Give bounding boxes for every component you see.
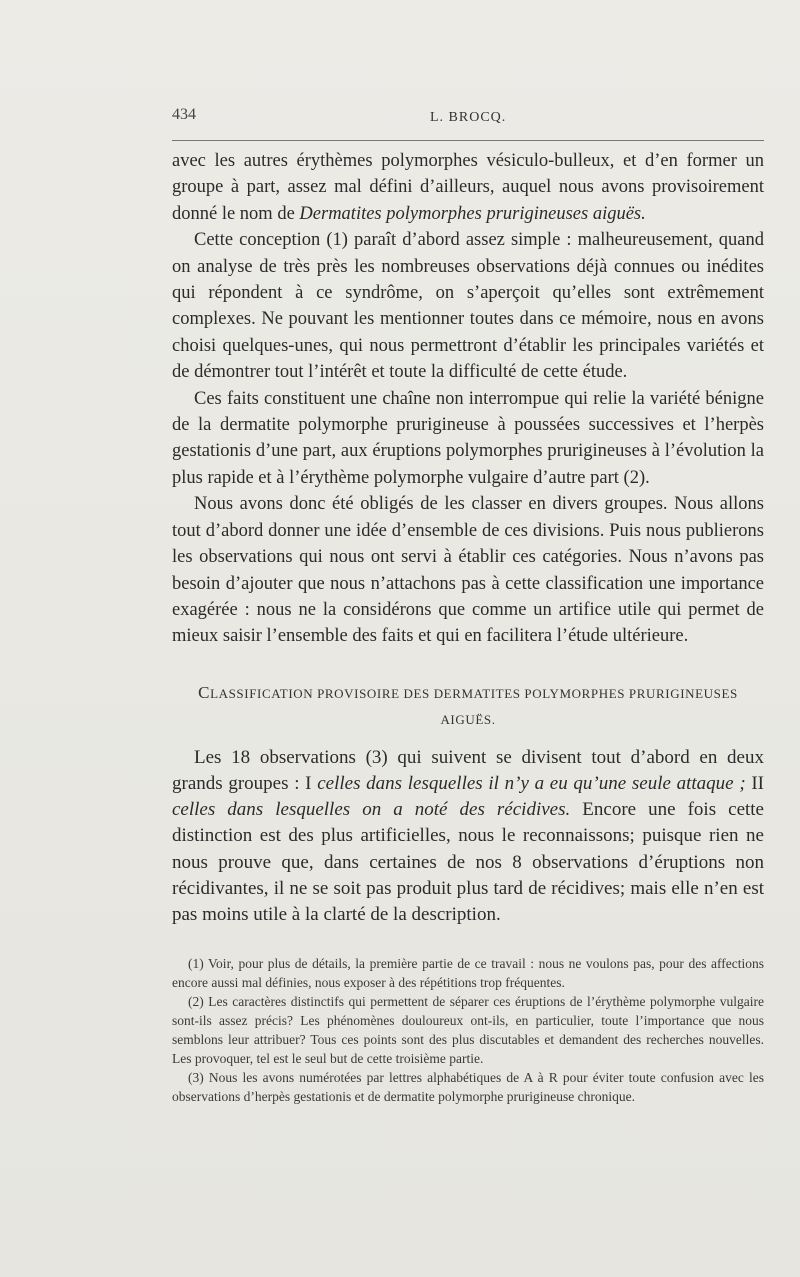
paragraph-5: Les 18 observations (3) qui suivent se divisent tout d’abord en deux grands groupes : I celles dans lesquelles il n’y a eu qu’une seule attaque ; II celles dans lesquelles on a noté des récidives. Encore une fois cette distinction est des plus artificielles, nous le reconnaissons; puisque rien ne nous prouve que, dans certaines de nos 8 observations d’éruptions non récidivantes, il ne se soit pas produit plus tard de récidives; mais elle n’en est pas moins utile à la clarté de la description. [172, 746, 765, 925]
section-title-line2: AIGUËS. [440, 711, 496, 727]
header-rule [172, 140, 764, 141]
paragraph-3: Ces faits constituent une chaîne non interrompue qui relie la variété bénigne de la dermatite polymorphe prurigineuse à poussées successives et l’herpès gestationis d’une part, aux éruptions polymorphes prurigineuses à l’évolution la plus rapide et à l’érythème polymorphe vulgaire d’autre part (2). [172, 388, 764, 488]
paragraph-1: avec les autres érythèmes polymorphes vésiculo-bulleux, et d’en former un groupe à part, assez mal défini d’ailleurs, auquel nous avons provisoirement donné le nom de Dermatites polymorphes prurigineuses aiguës. [172, 151, 764, 224]
italic-group-2: celles dans lesquelles on a noté des récidives. [172, 799, 571, 821]
footnote-3: (3) Nous les avons numérotées par lettres alphabétiques de A à R pour éviter toute confusion avec les observations d’herpès gestationis et de dermatite polymorphe prurigineuse chronique. [172, 1070, 764, 1104]
footnote-2: (2) Les caractères distinctifs qui permettent de séparer ces éruptions de l’érythème polymorphe vulgaire sont-ils assez précis? Les phénomènes douloureux ont-ils, en particulier, toute l’importance que nous semblons leur attribuer? Tous ces points sont des plus discutables et demandent des recherches nouvelles. Les provoquer, tel est le seul but de cette troisième partie. [172, 994, 764, 1066]
section-title [172, 680, 764, 733]
paragraph-4: Nous avons donc été obligés de les classer en divers groupes. Nous allons tout d’abord donner une idée d’ensemble de ces divisions. Puis nous publierons les observations qui nous ont servi à établir ces catégories. Nous n’avons pas besoin d’ajouter que nous n’attachons pas à cette classification une importance exagérée : nous ne la considérons que comme un artifice utile qui permet de mieux saisir l’ensemble des faits et qui en facilitera l’étude ultérieure. [172, 494, 764, 647]
footnote-1: (1) Voir, pour plus de détails, la première partie de ce travail : nous ne voulons pas, pour des affections encore aussi mal définies, nous exposer à des répétitions trop fréquentes. [172, 956, 764, 990]
italic-group-1: celles dans lesquelles il n’y a eu qu’une seule attaque ; [317, 772, 746, 794]
section-title-initial: C [198, 682, 211, 702]
body-text [172, 148, 764, 928]
page-header [172, 106, 772, 136]
page-number: 434 [172, 106, 196, 123]
footnotes [172, 954, 764, 1106]
section-title-text: LASSIFICATION PROVISOIRE DES DERMATITES POLYMORPHES PRURIGINEUSES [210, 685, 738, 701]
italic-term: Dermatites polymorphes prurigineuses aiguës. [299, 203, 646, 224]
running-head: L. BROCQ. [430, 110, 507, 125]
paragraph-2: Cette conception (1) paraît d’abord assez simple : malheureusement, quand on analyse de très près les nombreuses observations déjà connues ou inédites qui répondent à ce syndrôme, on s’aperçoit qu’elles sont extrêmement complexes. Ne pouvant les mentionner toutes dans ce mémoire, nous en avons choisi quelques-unes, qui nous permettront d’établir les principales variétés et de démontrer tout l’intérêt et toute la difficulté de cette étude. [172, 230, 764, 383]
